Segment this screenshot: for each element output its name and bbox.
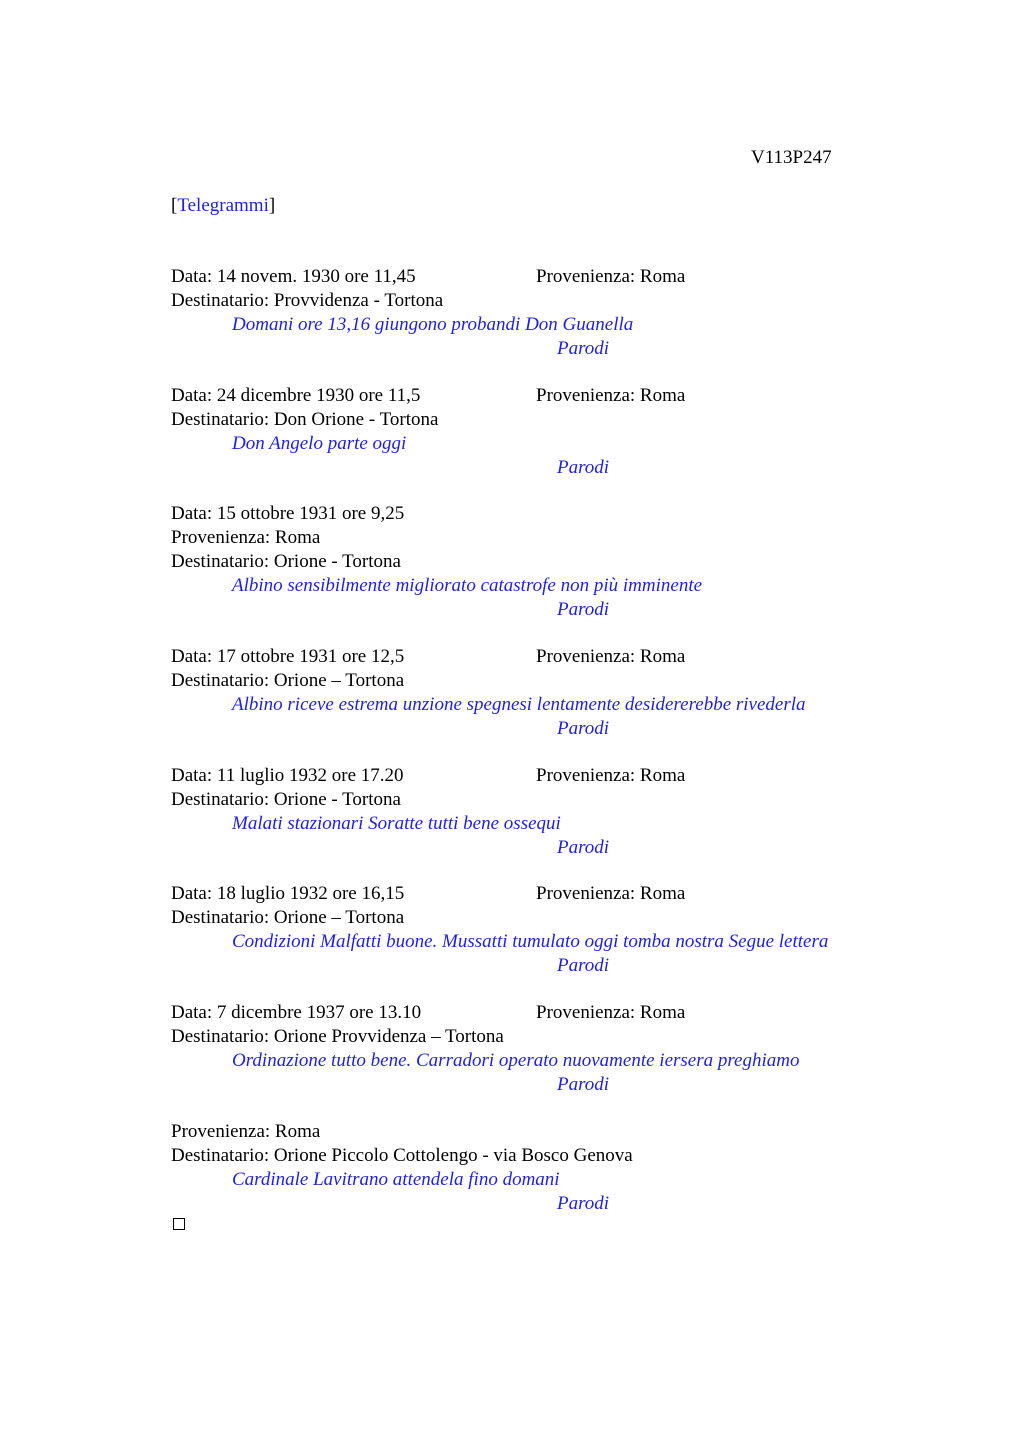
entry-signature: Parodi xyxy=(557,457,610,478)
entry-recipient: Destinatario: Orione Provvidenza – Tortona xyxy=(171,1026,504,1047)
telegram-entry xyxy=(171,265,891,361)
entry-date: Data: 15 ottobre 1931 ore 9,25 xyxy=(171,503,405,524)
entry-signature: Parodi xyxy=(557,599,610,620)
entry-recipient: Destinatario: Orione – Tortona xyxy=(171,907,405,928)
entry-origin: Provenienza: Roma xyxy=(536,266,686,287)
entry-header-line xyxy=(171,645,891,669)
entry-message: Malati stazionari Soratte tutti bene ossequi xyxy=(232,813,561,834)
entry-origin: Provenienza: Roma xyxy=(536,765,686,786)
entry-date: Data: 11 luglio 1932 ore 17.20 xyxy=(171,765,404,786)
telegram-entry xyxy=(171,764,891,860)
telegram-entry xyxy=(171,882,891,978)
entry-origin: Provenienza: Roma xyxy=(171,1121,321,1142)
entry-origin: Provenienza: Roma xyxy=(536,883,686,904)
heading-open-bracket: [ xyxy=(171,195,178,216)
entry-header-line xyxy=(171,764,891,788)
entry-message: Albino sensibilmente migliorato catastrofe non più imminente xyxy=(232,575,703,596)
entry-header-line xyxy=(171,882,891,906)
entry-header-line xyxy=(171,265,891,289)
telegram-entry xyxy=(171,384,891,480)
entry-recipient: Destinatario: Orione - Tortona xyxy=(171,551,401,572)
entry-date: Data: 17 ottobre 1931 ore 12,5 xyxy=(171,646,405,667)
entry-date: Data: 14 novem. 1930 ore 11,45 xyxy=(171,266,416,287)
entry-signature: Parodi xyxy=(557,718,610,739)
entry-message: Albino riceve estrema unzione spegnesi lentamente desidererebbe rivederla xyxy=(232,694,806,715)
entry-origin: Provenienza: Roma xyxy=(536,1002,686,1023)
heading-title: Telegrammi xyxy=(177,195,269,216)
entry-signature: Parodi xyxy=(557,837,610,858)
telegram-entry xyxy=(171,1120,891,1216)
entry-header-line xyxy=(171,1001,891,1025)
entry-message: Domani ore 13,16 giungono probandi Don Guanella xyxy=(232,314,634,335)
page-reference: V113P247 xyxy=(751,147,832,168)
heading-close-bracket: ] xyxy=(268,195,276,216)
entry-signature: Parodi xyxy=(557,338,610,359)
section-heading xyxy=(171,194,275,218)
entry-date: Data: 18 luglio 1932 ore 16,15 xyxy=(171,883,405,904)
entry-message: Don Angelo parte oggi xyxy=(232,433,407,454)
entry-date: Data: 24 dicembre 1930 ore 11,5 xyxy=(171,385,421,406)
entry-origin: Provenienza: Roma xyxy=(536,385,686,406)
entry-origin: Provenienza: Roma xyxy=(536,646,686,667)
entry-date: Data: 7 dicembre 1937 ore 13.10 xyxy=(171,1002,422,1023)
telegram-entry xyxy=(171,645,891,741)
entry-message: Ordinazione tutto bene. Carradori operato nuovamente iersera preghiamo xyxy=(232,1050,800,1071)
entry-message: Condizioni Malfatti buone. Mussatti tumulato oggi tomba nostra Segue lettera xyxy=(232,931,829,952)
telegram-entry xyxy=(171,502,891,622)
entry-signature: Parodi xyxy=(557,1074,610,1095)
entry-origin: Provenienza: Roma xyxy=(171,527,321,548)
end-of-document-box xyxy=(173,1218,185,1230)
telegram-entry xyxy=(171,1001,891,1097)
entry-recipient: Destinatario: Provvidenza - Tortona xyxy=(171,290,444,311)
entry-recipient: Destinatario: Orione – Tortona xyxy=(171,670,405,691)
entry-recipient: Destinatario: Orione - Tortona xyxy=(171,789,401,810)
entry-recipient: Destinatario: Orione Piccolo Cottolengo - via Bosco Genova xyxy=(171,1145,633,1166)
entry-signature: Parodi xyxy=(557,955,610,976)
entry-message: Cardinale Lavitrano attendela fino domani xyxy=(232,1169,560,1190)
entry-signature: Parodi xyxy=(557,1193,610,1214)
entry-header-line xyxy=(171,384,891,408)
entry-recipient: Destinatario: Don Orione - Tortona xyxy=(171,409,439,430)
